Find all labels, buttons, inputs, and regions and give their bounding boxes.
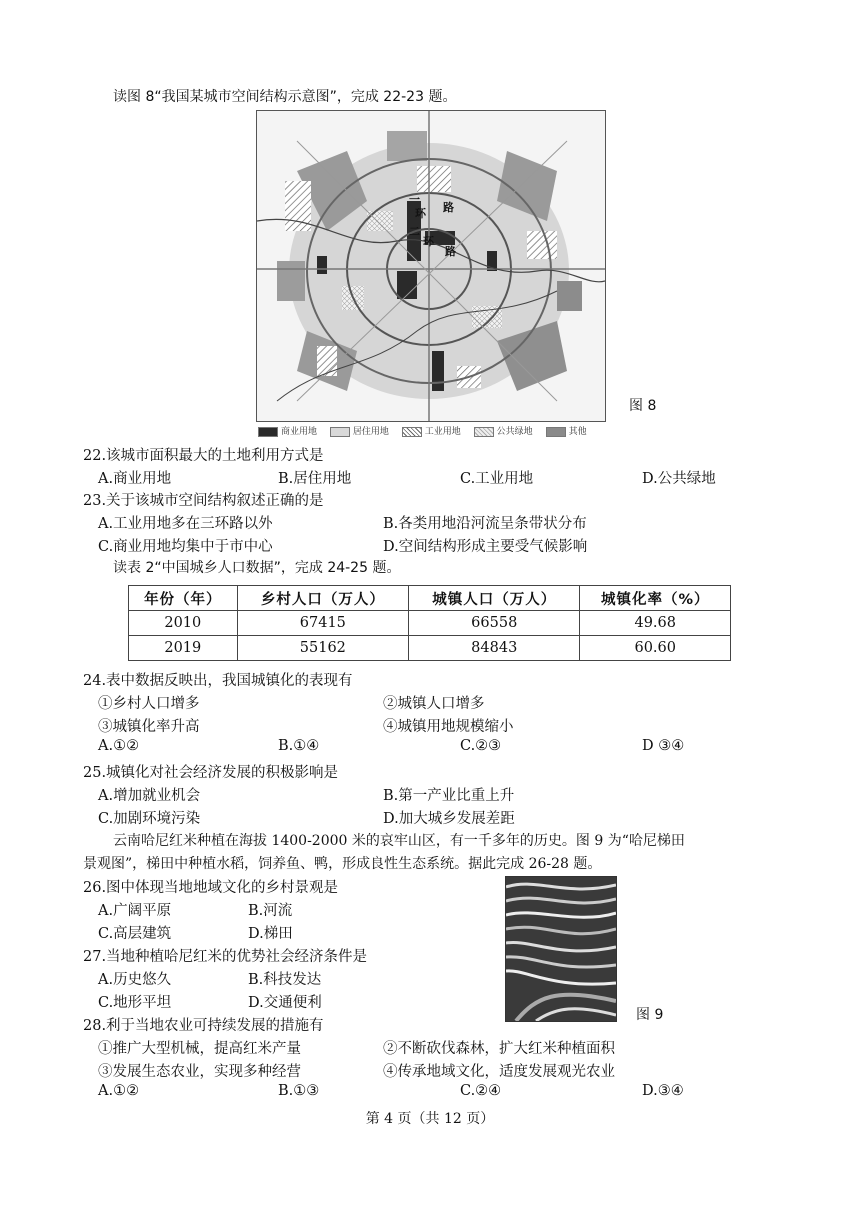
- q26-option-a: A.广阔平原: [98, 903, 172, 919]
- table-header-cell: 乡村人口（万人）: [237, 586, 408, 611]
- table-cell: 84843: [409, 636, 580, 661]
- table-cell: 2019: [129, 636, 238, 661]
- q28-statement-4: ④传承地域文化，适度发展观光农业: [383, 1064, 615, 1080]
- q25-option-a: A.增加就业机会: [98, 788, 201, 804]
- terrace-photo: [505, 876, 617, 1022]
- table-header-cell: 年份（年）: [129, 586, 238, 611]
- q28-statement-1: ①推广大型机械，提高红米产量: [98, 1041, 301, 1057]
- table-cell: 60.60: [580, 636, 731, 661]
- q24-stem: 24.表中数据反映出，我国城镇化的表现有: [83, 673, 353, 689]
- population-table: [128, 585, 731, 661]
- terrace-photo-svg: [506, 877, 616, 1021]
- q24-statement-4: ④城镇用地规模缩小: [383, 719, 514, 735]
- q25-option-c: C.加剧环境污染: [98, 811, 201, 827]
- q27-stem: 27.当地种植哈尼红米的优势社会经济条件是: [83, 949, 368, 965]
- q24-statement-3: ③城镇化率升高: [98, 719, 200, 735]
- q24-statement-2: ②城镇人口增多: [383, 696, 485, 712]
- q23-option-d: D.空间结构形成主要受气候影响: [383, 539, 588, 555]
- legend-swatch-commercial: [258, 427, 278, 437]
- q23-option-b: B.各类用地沿河流呈条带状分布: [383, 516, 587, 532]
- legend-item-other: 其他: [546, 424, 587, 437]
- table-row: [129, 611, 731, 636]
- q22-option-b: B.居住用地: [278, 471, 352, 487]
- ring1-char-3: 路: [443, 201, 454, 214]
- intro-table2: 读表 2“中国城乡人口数据”，完成 24-25 题。: [113, 560, 401, 576]
- q23-stem: 23.关于该城市空间结构叙述正确的是: [83, 493, 324, 509]
- ring2-char-3: 路: [445, 245, 456, 258]
- ring1-char-1: 一: [409, 193, 420, 206]
- table-cell: 67415: [237, 611, 408, 636]
- q28-option-b: B.①③: [278, 1083, 320, 1099]
- q25-stem: 25.城镇化对社会经济发展的积极影响是: [83, 765, 339, 781]
- map-legend: [258, 424, 597, 438]
- q24-option-d: D ③④: [642, 738, 685, 754]
- table-header-cell: 城镇化率（%）: [580, 586, 731, 611]
- q24-statement-1: ①乡村人口增多: [98, 696, 200, 712]
- q26-option-c: C.高层建筑: [98, 926, 172, 942]
- intro-fig9-line2: 景观图”，梯田中种植水稻，饲养鱼、鸭，形成良性生态系统。据此完成 26-28 题。: [83, 856, 602, 872]
- q27-option-a: A.历史悠久: [98, 972, 172, 988]
- q24-option-b: B.①④: [278, 738, 320, 754]
- legend-swatch-industrial: [402, 427, 422, 437]
- q22-option-d: D.公共绿地: [642, 471, 716, 487]
- q23-option-c: C.商业用地均集中于市中心: [98, 539, 273, 555]
- legend-swatch-residential: [330, 427, 350, 437]
- legend-item-industrial: 工业用地: [402, 424, 461, 437]
- intro-fig8: 读图 8“我国某城市空间结构示意图”，完成 22-23 题。: [113, 89, 457, 105]
- legend-item-green: 公共绿地: [474, 424, 533, 437]
- table-cell: 66558: [409, 611, 580, 636]
- fig9-label: 图 9: [636, 1007, 664, 1023]
- city-structure-map: [256, 110, 606, 422]
- q23-option-a: A.工业用地多在三环路以外: [98, 516, 273, 532]
- table-cell: 2010: [129, 611, 238, 636]
- ring2-char-2: 环: [423, 235, 434, 248]
- table-cell: 55162: [237, 636, 408, 661]
- ring2-char-1: 二: [409, 225, 420, 238]
- q24-option-a: A.①②: [98, 738, 140, 754]
- legend-swatch-other: [546, 427, 566, 437]
- q28-option-a: A.①②: [98, 1083, 140, 1099]
- q26-stem: 26.图中体现当地地域文化的乡村景观是: [83, 880, 339, 896]
- q27-option-d: D.交通便利: [248, 995, 322, 1011]
- legend-item-residential: 居住用地: [330, 424, 389, 437]
- q25-option-b: B.第一产业比重上升: [383, 788, 515, 804]
- q28-stem: 28.利于当地农业可持续发展的措施有: [83, 1018, 324, 1034]
- table-row: [129, 636, 731, 661]
- q28-statement-2: ②不断砍伐森林，扩大红米种植面积: [383, 1041, 615, 1057]
- table-header-cell: 城镇人口（万人）: [409, 586, 580, 611]
- q27-option-c: C.地形平坦: [98, 995, 172, 1011]
- q24-option-c: C.②③: [460, 738, 502, 754]
- q28-option-c: C.②④: [460, 1083, 502, 1099]
- q25-option-d: D.加大城乡发展差距: [383, 811, 515, 827]
- legend-swatch-green: [474, 427, 494, 437]
- q22-stem: 22.该城市面积最大的土地利用方式是: [83, 448, 324, 464]
- intro-fig9-line1: 云南哈尼红米种植在海拔 1400-2000 米的哀牢山区，有一千多年的历史。图 9 为“哈尼梯田: [113, 833, 685, 849]
- ring1-char-2: 环: [415, 207, 426, 220]
- q22-option-c: C.工业用地: [460, 471, 534, 487]
- table-header-row: [129, 586, 731, 611]
- legend-item-commercial: 商业用地: [258, 424, 317, 437]
- q26-option-d: D.梯田: [248, 926, 293, 942]
- q28-statement-3: ③发展生态农业，实现多种经营: [98, 1064, 301, 1080]
- page-footer: 第 4 页（共 12 页）: [365, 1111, 495, 1127]
- city-map-svg: [257, 111, 605, 421]
- fig8-label: 图 8: [629, 398, 657, 414]
- q26-option-b: B.河流: [248, 903, 293, 919]
- q28-option-d: D.③④: [642, 1083, 684, 1099]
- q22-option-a: A.商业用地: [98, 471, 172, 487]
- table-cell: 49.68: [580, 611, 731, 636]
- q27-option-b: B.科技发达: [248, 972, 322, 988]
